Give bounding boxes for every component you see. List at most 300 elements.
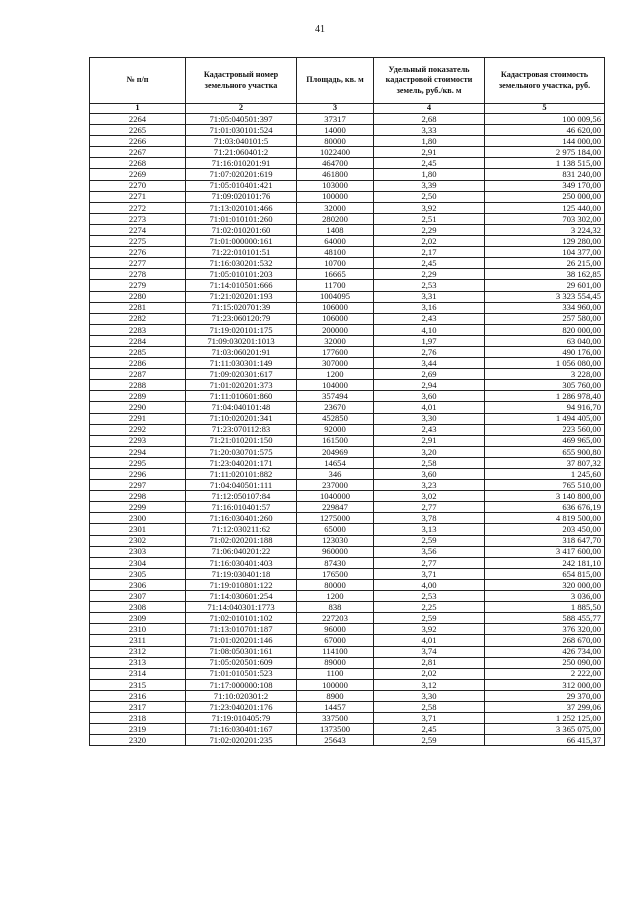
cell-cadastral-number: 71:04:040501:111: [186, 480, 297, 491]
column-number: 4: [374, 104, 485, 114]
cell-cadastral-number: 71:15:020701:39: [186, 302, 297, 313]
header-row-number: № п/п: [90, 58, 186, 104]
cell-area: 100000: [297, 191, 374, 202]
cell-unit-value: 3,92: [374, 202, 485, 213]
cell-cadastral-number: 71:02:020201:235: [186, 735, 297, 746]
cell-unit-value: 3,60: [374, 391, 485, 402]
cell-cadastral-value: 2 222,00: [485, 668, 605, 679]
table-body: [90, 114, 605, 746]
cell-row-number: 2286: [90, 358, 186, 369]
cell-cadastral-number: 71:09:020301:617: [186, 369, 297, 380]
cell-cadastral-value: 588 455,77: [485, 613, 605, 624]
cell-row-number: 2302: [90, 535, 186, 546]
cell-row-number: 2316: [90, 690, 186, 701]
cell-cadastral-value: 104 377,00: [485, 247, 605, 258]
cell-unit-value: 2,77: [374, 557, 485, 568]
cell-row-number: 2278: [90, 269, 186, 280]
cell-cadastral-value: 376 320,00: [485, 624, 605, 635]
table-row: [90, 291, 605, 302]
cell-cadastral-value: 320 000,00: [485, 579, 605, 590]
column-number-row: [90, 104, 605, 114]
cell-area: 11700: [297, 280, 374, 291]
cell-cadastral-value: 250 090,00: [485, 657, 605, 668]
cell-cadastral-value: 129 280,00: [485, 236, 605, 247]
column-number: 2: [186, 104, 297, 114]
cell-row-number: 2310: [90, 624, 186, 635]
table-row: [90, 701, 605, 712]
table-row: [90, 469, 605, 480]
table-row: [90, 114, 605, 125]
cell-area: 106000: [297, 302, 374, 313]
cell-area: 104000: [297, 380, 374, 391]
cell-cadastral-number: 71:02:020201:188: [186, 535, 297, 546]
cell-row-number: 2300: [90, 513, 186, 524]
cell-row-number: 2305: [90, 568, 186, 579]
cell-cadastral-number: 71:11:020101:882: [186, 469, 297, 480]
cell-cadastral-number: 71:23:040201:176: [186, 701, 297, 712]
cell-area: 1200: [297, 591, 374, 602]
cell-cadastral-value: 29 601,00: [485, 280, 605, 291]
cell-area: 177600: [297, 346, 374, 357]
table-row: [90, 169, 605, 180]
cell-row-number: 2314: [90, 668, 186, 679]
cell-unit-value: 2,45: [374, 724, 485, 735]
cell-cadastral-value: 305 760,00: [485, 380, 605, 391]
cell-area: 89000: [297, 657, 374, 668]
cell-cadastral-number: 71:11:010601:860: [186, 391, 297, 402]
header-cadastral-number: Кадастровый номер земельного участка: [186, 58, 297, 104]
table-row: [90, 358, 605, 369]
cell-area: 14000: [297, 125, 374, 136]
column-number: 1: [90, 104, 186, 114]
cell-unit-value: 2,29: [374, 269, 485, 280]
cell-cadastral-value: 469 965,00: [485, 435, 605, 446]
cell-cadastral-number: 71:23:060120:79: [186, 313, 297, 324]
cell-area: 960000: [297, 546, 374, 557]
header-cadastral-value: Кадастровая стоимость земельного участка, руб.: [485, 58, 605, 104]
cell-row-number: 2291: [90, 413, 186, 424]
cell-area: 461800: [297, 169, 374, 180]
cell-row-number: 2296: [90, 469, 186, 480]
cell-unit-value: 3,16: [374, 302, 485, 313]
cell-cadastral-value: 46 620,00: [485, 125, 605, 136]
cell-unit-value: 3,23: [374, 480, 485, 491]
cell-row-number: 2309: [90, 613, 186, 624]
cell-cadastral-number: 71:05:010401:421: [186, 180, 297, 191]
cell-unit-value: 2,77: [374, 502, 485, 513]
cell-area: 32000: [297, 335, 374, 346]
cell-cadastral-number: 71:14:010501:666: [186, 280, 297, 291]
cell-row-number: 2277: [90, 258, 186, 269]
cell-row-number: 2290: [90, 402, 186, 413]
cell-cadastral-value: 3 365 075,00: [485, 724, 605, 735]
cell-row-number: 2283: [90, 324, 186, 335]
cell-cadastral-value: 4 819 500,00: [485, 513, 605, 524]
table-row: [90, 258, 605, 269]
cell-area: 229847: [297, 502, 374, 513]
header-unit-value: Удельный показатель кадастровой стоимости земель, руб./кв. м: [374, 58, 485, 104]
cell-unit-value: 3,13: [374, 524, 485, 535]
cell-area: 64000: [297, 236, 374, 247]
table-row: [90, 424, 605, 435]
cell-cadastral-value: 765 510,00: [485, 480, 605, 491]
cell-cadastral-number: 71:02:010101:102: [186, 613, 297, 624]
cell-cadastral-number: 71:11:030301:149: [186, 358, 297, 369]
cell-unit-value: 2,45: [374, 258, 485, 269]
cell-unit-value: 2,02: [374, 668, 485, 679]
cell-row-number: 2307: [90, 591, 186, 602]
table-row: [90, 646, 605, 657]
cell-row-number: 2268: [90, 158, 186, 169]
cell-area: 1275000: [297, 513, 374, 524]
cell-cadastral-value: 3 036,00: [485, 591, 605, 602]
cell-cadastral-value: 203 450,00: [485, 524, 605, 535]
cell-area: 227203: [297, 613, 374, 624]
cell-cadastral-number: 71:16:010401:57: [186, 502, 297, 513]
cell-row-number: 2298: [90, 491, 186, 502]
cell-area: 464700: [297, 158, 374, 169]
table-row: [90, 491, 605, 502]
cell-row-number: 2320: [90, 735, 186, 746]
cell-unit-value: 2,58: [374, 457, 485, 468]
cell-unit-value: 2,58: [374, 701, 485, 712]
cell-row-number: 2285: [90, 346, 186, 357]
table-row: [90, 391, 605, 402]
table-row: [90, 435, 605, 446]
cell-row-number: 2289: [90, 391, 186, 402]
cell-unit-value: 2,91: [374, 435, 485, 446]
cell-cadastral-number: 71:13:010701:187: [186, 624, 297, 635]
cell-cadastral-value: 26 215,00: [485, 258, 605, 269]
table-row: [90, 679, 605, 690]
table-row: [90, 224, 605, 235]
cell-cadastral-number: 71:10:020301:2: [186, 690, 297, 701]
cell-unit-value: 2,76: [374, 346, 485, 357]
cell-unit-value: 2,94: [374, 380, 485, 391]
cell-unit-value: 2,91: [374, 147, 485, 158]
cell-cadastral-number: 71:10:020201:341: [186, 413, 297, 424]
table-row: [90, 457, 605, 468]
cell-unit-value: 2,68: [374, 114, 485, 125]
cell-area: 452850: [297, 413, 374, 424]
cell-area: 10700: [297, 258, 374, 269]
cell-area: 1408: [297, 224, 374, 235]
cell-unit-value: 2,50: [374, 191, 485, 202]
cell-cadastral-value: 831 240,00: [485, 169, 605, 180]
cell-unit-value: 2,17: [374, 247, 485, 258]
cell-cadastral-value: 100 009,56: [485, 114, 605, 125]
cell-unit-value: 3,30: [374, 690, 485, 701]
cell-area: 37317: [297, 114, 374, 125]
cell-cadastral-number: 71:09:030201:1013: [186, 335, 297, 346]
cell-area: 237000: [297, 480, 374, 491]
cell-row-number: 2271: [90, 191, 186, 202]
cell-cadastral-number: 71:12:050107:84: [186, 491, 297, 502]
cell-area: 346: [297, 469, 374, 480]
cell-unit-value: 3,71: [374, 568, 485, 579]
cell-cadastral-number: 71:23:040201:171: [186, 457, 297, 468]
cell-unit-value: 4,01: [374, 635, 485, 646]
cell-cadastral-value: 654 815,00: [485, 568, 605, 579]
table-row: [90, 535, 605, 546]
cell-cadastral-value: 37 807,32: [485, 457, 605, 468]
table-row: [90, 191, 605, 202]
table-row: [90, 202, 605, 213]
cell-area: 32000: [297, 202, 374, 213]
cell-unit-value: 1,80: [374, 169, 485, 180]
cell-cadastral-value: 703 302,00: [485, 213, 605, 224]
table-row: [90, 568, 605, 579]
cell-unit-value: 3,78: [374, 513, 485, 524]
table-row: [90, 380, 605, 391]
cell-cadastral-value: 3 417 600,00: [485, 546, 605, 557]
table-row: [90, 180, 605, 191]
cell-cadastral-value: 312 000,00: [485, 679, 605, 690]
cell-row-number: 2304: [90, 557, 186, 568]
cell-row-number: 2284: [90, 335, 186, 346]
cell-cadastral-number: 71:13:020101:466: [186, 202, 297, 213]
cell-row-number: 2265: [90, 125, 186, 136]
cell-cadastral-value: 490 176,00: [485, 346, 605, 357]
cell-cadastral-number: 71:04:040101:48: [186, 402, 297, 413]
table-row: [90, 369, 605, 380]
cell-unit-value: 2,02: [374, 236, 485, 247]
cell-cadastral-number: 71:20:030701:575: [186, 446, 297, 457]
table-row: [90, 125, 605, 136]
cell-unit-value: 1,80: [374, 136, 485, 147]
cell-row-number: 2299: [90, 502, 186, 513]
cell-cadastral-number: 71:01:000000:161: [186, 236, 297, 247]
cell-cadastral-value: 3 228,00: [485, 369, 605, 380]
cell-row-number: 2292: [90, 424, 186, 435]
cell-area: 1004095: [297, 291, 374, 302]
cell-cadastral-value: 2 975 184,00: [485, 147, 605, 158]
cell-cadastral-number: 71:09:020101:76: [186, 191, 297, 202]
cell-unit-value: 3,92: [374, 624, 485, 635]
cell-area: 204969: [297, 446, 374, 457]
table-row: [90, 735, 605, 746]
cell-cadastral-value: 66 415,37: [485, 735, 605, 746]
cell-cadastral-number: 71:17:000000:108: [186, 679, 297, 690]
cell-cadastral-value: 223 560,00: [485, 424, 605, 435]
cell-cadastral-value: 29 370,00: [485, 690, 605, 701]
cell-cadastral-number: 71:05:040501:397: [186, 114, 297, 125]
cell-cadastral-value: 636 676,19: [485, 502, 605, 513]
cell-cadastral-number: 71:03:060201:91: [186, 346, 297, 357]
table-row: [90, 635, 605, 646]
cell-cadastral-value: 3 224,32: [485, 224, 605, 235]
cell-row-number: 2267: [90, 147, 186, 158]
cell-cadastral-value: 1 252 125,00: [485, 713, 605, 724]
table-row: [90, 302, 605, 313]
cell-area: 25643: [297, 735, 374, 746]
cell-area: 200000: [297, 324, 374, 335]
cell-area: 838: [297, 602, 374, 613]
cell-cadastral-value: 334 960,00: [485, 302, 605, 313]
table-row: [90, 524, 605, 535]
cell-area: 14654: [297, 457, 374, 468]
cell-cadastral-value: 250 000,00: [485, 191, 605, 202]
cell-cadastral-number: 71:03:040101:5: [186, 136, 297, 147]
cell-unit-value: 3,33: [374, 125, 485, 136]
column-number: 3: [297, 104, 374, 114]
cell-row-number: 2264: [90, 114, 186, 125]
cell-row-number: 2266: [90, 136, 186, 147]
cell-row-number: 2294: [90, 446, 186, 457]
cell-unit-value: 2,81: [374, 657, 485, 668]
table-row: [90, 602, 605, 613]
table-row: [90, 402, 605, 413]
cell-unit-value: 3,71: [374, 713, 485, 724]
cell-area: 1022400: [297, 147, 374, 158]
cell-cadastral-value: 268 670,00: [485, 635, 605, 646]
table-row: [90, 513, 605, 524]
cell-area: 100000: [297, 679, 374, 690]
cell-cadastral-value: 144 000,00: [485, 136, 605, 147]
table-row: [90, 713, 605, 724]
land-cadastral-value-table: [89, 57, 605, 746]
cell-cadastral-value: 94 916,70: [485, 402, 605, 413]
table-row: [90, 247, 605, 258]
cell-unit-value: 2,53: [374, 591, 485, 602]
cell-area: 337500: [297, 713, 374, 724]
cell-area: 114100: [297, 646, 374, 657]
cell-unit-value: 3,60: [374, 469, 485, 480]
cell-unit-value: 2,53: [374, 280, 485, 291]
cell-cadastral-value: 1 286 978,40: [485, 391, 605, 402]
cell-unit-value: 3,30: [374, 413, 485, 424]
cell-cadastral-number: 71:05:010101:203: [186, 269, 297, 280]
cell-row-number: 2306: [90, 579, 186, 590]
cell-row-number: 2317: [90, 701, 186, 712]
table-row: [90, 502, 605, 513]
table-row: [90, 280, 605, 291]
cell-cadastral-number: 71:22:010101:51: [186, 247, 297, 258]
table-header: [90, 58, 605, 114]
cell-unit-value: 2,69: [374, 369, 485, 380]
cell-cadastral-value: 3 323 554,45: [485, 291, 605, 302]
cell-unit-value: 3,12: [374, 679, 485, 690]
cell-cadastral-number: 71:16:030401:403: [186, 557, 297, 568]
cell-row-number: 2319: [90, 724, 186, 735]
cell-area: 92000: [297, 424, 374, 435]
table-row: [90, 446, 605, 457]
cell-row-number: 2315: [90, 679, 186, 690]
cell-cadastral-value: 257 580,00: [485, 313, 605, 324]
cell-row-number: 2303: [90, 546, 186, 557]
cell-row-number: 2297: [90, 480, 186, 491]
cell-area: 103000: [297, 180, 374, 191]
cell-row-number: 2311: [90, 635, 186, 646]
cell-cadastral-number: 71:08:050301:161: [186, 646, 297, 657]
cell-row-number: 2269: [90, 169, 186, 180]
table-row: [90, 579, 605, 590]
table-row: [90, 557, 605, 568]
cell-cadastral-value: 38 162,85: [485, 269, 605, 280]
cell-row-number: 2270: [90, 180, 186, 191]
cell-cadastral-value: 655 900,80: [485, 446, 605, 457]
cell-cadastral-number: 71:19:020101:175: [186, 324, 297, 335]
cell-area: 1373500: [297, 724, 374, 735]
cell-row-number: 2276: [90, 247, 186, 258]
cell-row-number: 2313: [90, 657, 186, 668]
cell-row-number: 2318: [90, 713, 186, 724]
cell-row-number: 2273: [90, 213, 186, 224]
cell-cadastral-number: 71:23:070112:83: [186, 424, 297, 435]
cell-unit-value: 1,97: [374, 335, 485, 346]
cell-unit-value: 2,43: [374, 313, 485, 324]
cell-cadastral-value: 63 040,00: [485, 335, 605, 346]
table-row: [90, 690, 605, 701]
cell-area: 106000: [297, 313, 374, 324]
cell-unit-value: 3,31: [374, 291, 485, 302]
table-row: [90, 213, 605, 224]
cell-cadastral-value: 349 170,00: [485, 180, 605, 191]
header-area: Площадь, кв. м: [297, 58, 374, 104]
cell-area: 123030: [297, 535, 374, 546]
cell-unit-value: 2,43: [374, 424, 485, 435]
cell-row-number: 2282: [90, 313, 186, 324]
cell-unit-value: 3,02: [374, 491, 485, 502]
cell-unit-value: 4,01: [374, 402, 485, 413]
cell-area: 176500: [297, 568, 374, 579]
table-row: [90, 147, 605, 158]
cell-area: 23670: [297, 402, 374, 413]
cell-cadastral-number: 71:02:010201:60: [186, 224, 297, 235]
cell-cadastral-value: 1 245,60: [485, 469, 605, 480]
cell-cadastral-number: 71:19:010801:122: [186, 579, 297, 590]
cell-row-number: 2287: [90, 369, 186, 380]
cell-cadastral-number: 71:16:010201:91: [186, 158, 297, 169]
cell-unit-value: 3,74: [374, 646, 485, 657]
header-row: [90, 58, 605, 104]
table-row: [90, 480, 605, 491]
cell-cadastral-number: 71:01:020201:146: [186, 635, 297, 646]
cell-cadastral-value: 3 140 800,00: [485, 491, 605, 502]
cell-cadastral-number: 71:16:030401:260: [186, 513, 297, 524]
cell-area: 8900: [297, 690, 374, 701]
table-row: [90, 624, 605, 635]
cell-row-number: 2295: [90, 457, 186, 468]
table-row: [90, 158, 605, 169]
cell-cadastral-number: 71:21:020201:193: [186, 291, 297, 302]
cell-unit-value: 2,45: [374, 158, 485, 169]
table-row: [90, 335, 605, 346]
table-row: [90, 613, 605, 624]
cell-area: 16665: [297, 269, 374, 280]
cell-area: 67000: [297, 635, 374, 646]
cell-cadastral-number: 71:01:020201:373: [186, 380, 297, 391]
cell-unit-value: 2,59: [374, 535, 485, 546]
cell-row-number: 2279: [90, 280, 186, 291]
cell-area: 80000: [297, 136, 374, 147]
cell-area: 280200: [297, 213, 374, 224]
table-row: [90, 413, 605, 424]
cell-row-number: 2308: [90, 602, 186, 613]
cell-cadastral-value: 820 000,00: [485, 324, 605, 335]
cell-cadastral-number: 71:16:030201:532: [186, 258, 297, 269]
cell-cadastral-number: 71:05:020501:609: [186, 657, 297, 668]
cell-cadastral-number: 71:12:030211:62: [186, 524, 297, 535]
cell-cadastral-number: 71:01:030101:524: [186, 125, 297, 136]
cell-row-number: 2281: [90, 302, 186, 313]
cell-unit-value: 2,29: [374, 224, 485, 235]
cell-cadastral-number: 71:01:010101:260: [186, 213, 297, 224]
table-row: [90, 324, 605, 335]
cell-unit-value: 4,10: [374, 324, 485, 335]
cell-cadastral-number: 71:14:030601:254: [186, 591, 297, 602]
table-row: [90, 546, 605, 557]
